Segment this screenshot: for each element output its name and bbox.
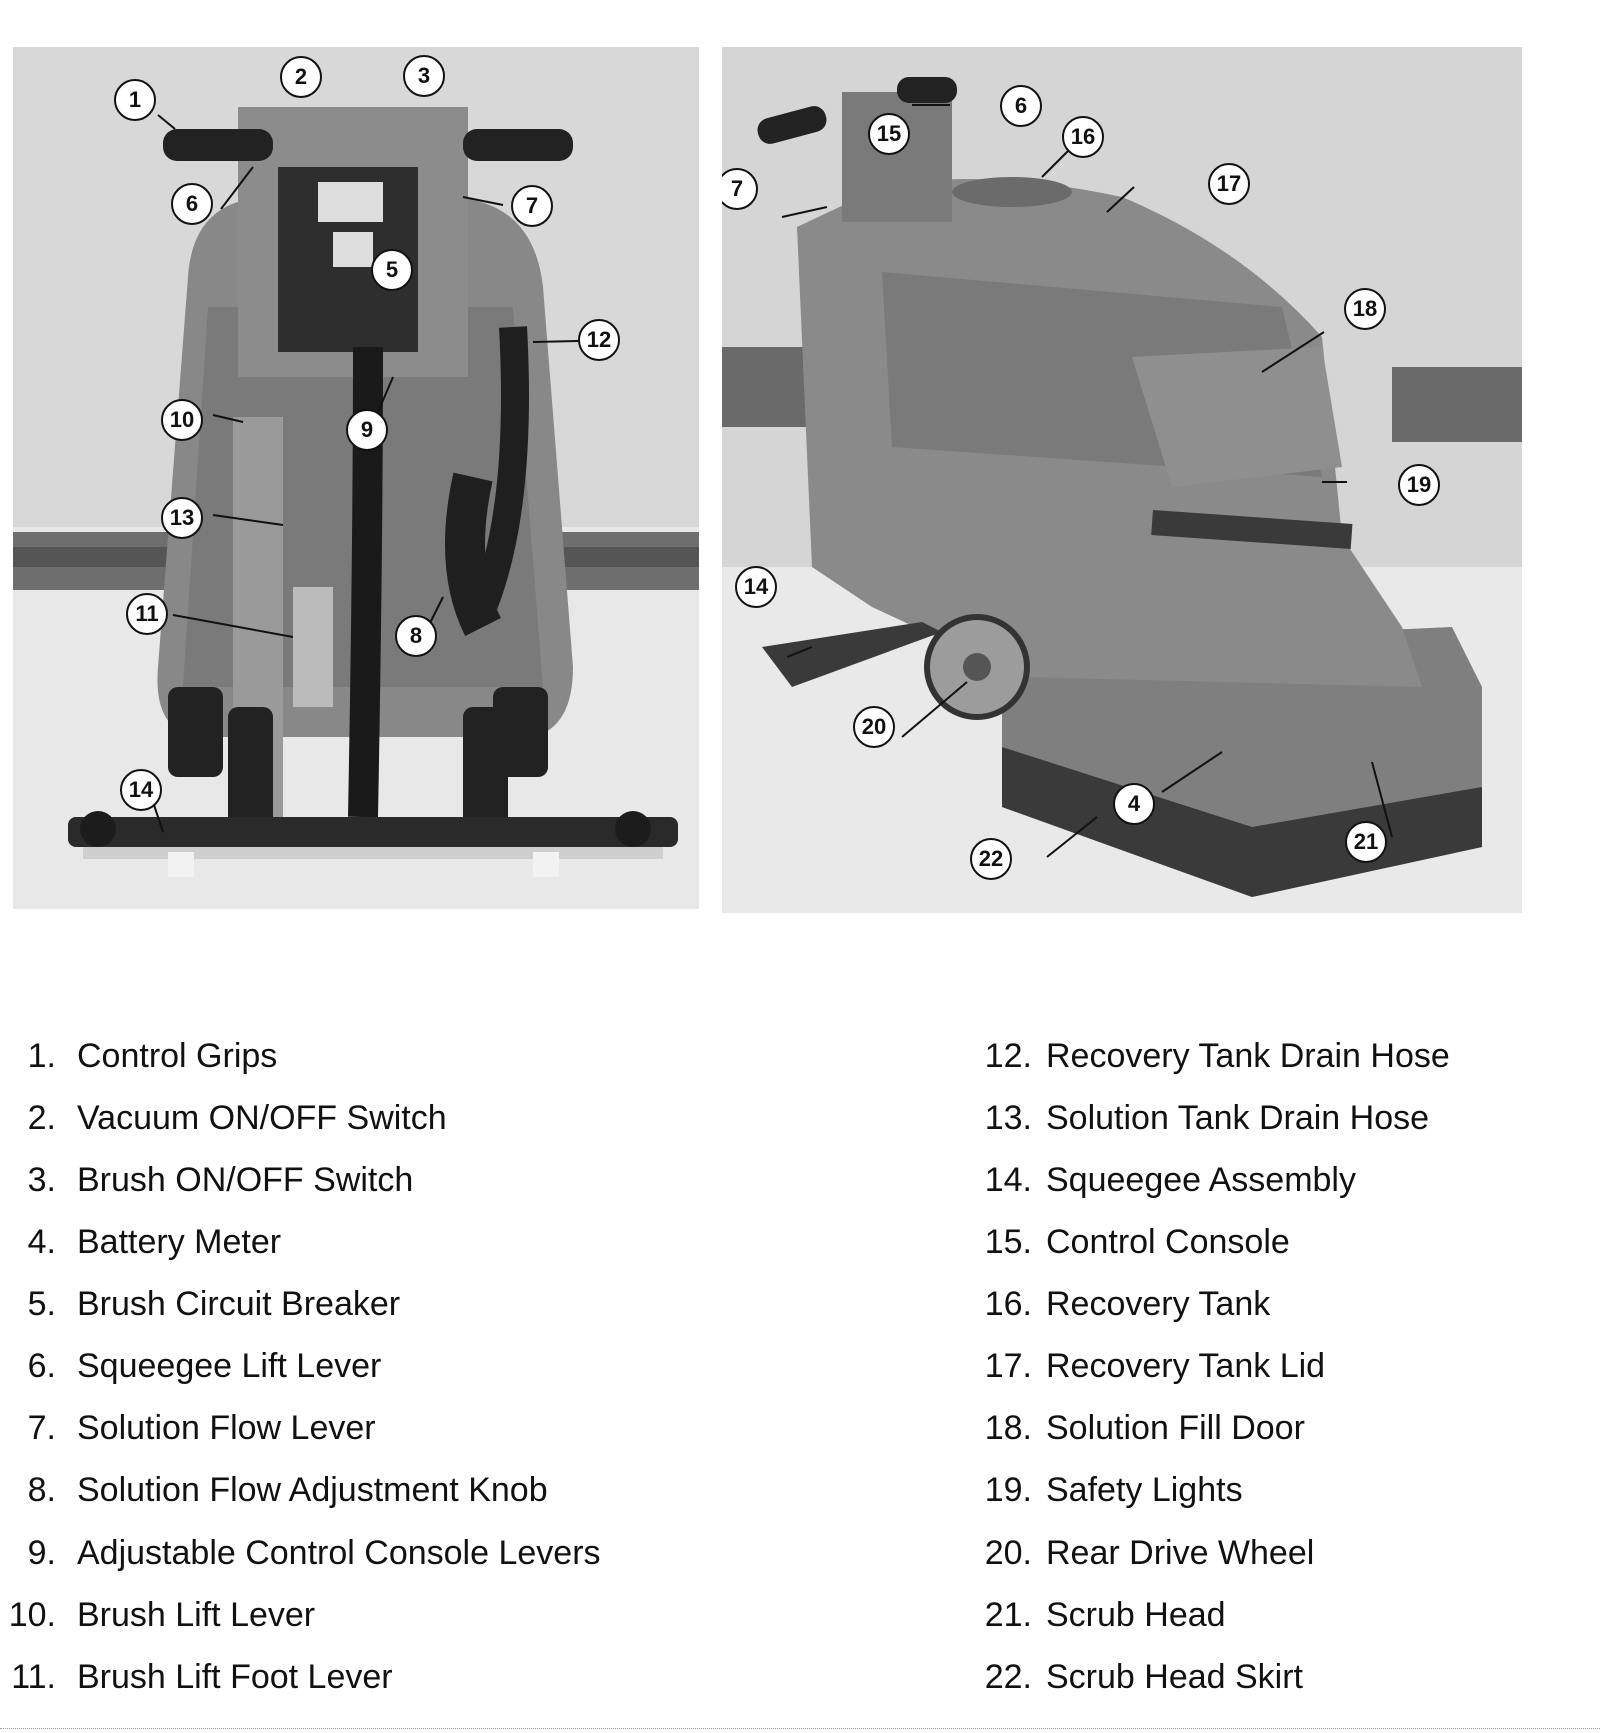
front-callout-bubble: 13 <box>161 497 203 539</box>
front-callout-bubble: 10 <box>161 399 203 441</box>
side-callout-bubble: 19 <box>1398 464 1440 506</box>
front-callout-bubble: 14 <box>120 769 162 811</box>
legend-number: 11. <box>11 1658 56 1696</box>
legend-label: Brush Circuit Breaker <box>77 1285 401 1323</box>
side-callout-bubble: 6 <box>1000 85 1042 127</box>
side-callout-bubble: 20 <box>853 706 895 748</box>
legend-number: 4. <box>27 1223 56 1261</box>
legend-label: Recovery Tank Lid <box>1046 1347 1326 1385</box>
front-view-drawing <box>13 47 699 909</box>
legend-number: 6. <box>27 1347 56 1385</box>
legend-label: Scrub Head Skirt <box>1046 1658 1303 1696</box>
legend-label: Brush ON/OFF Switch <box>77 1161 414 1199</box>
legend-number: 16. <box>984 1285 1032 1323</box>
legend-label: Scrub Head <box>1046 1596 1226 1634</box>
side-view-photo <box>722 47 1522 913</box>
legend-number: 1. <box>27 1037 56 1075</box>
side-callout-bubble: 17 <box>1208 163 1250 205</box>
legend-label: Adjustable Control Console Levers <box>77 1534 601 1572</box>
legend-number: 22. <box>984 1658 1032 1696</box>
legend-number: 10. <box>8 1596 56 1634</box>
legend-label: Rear Drive Wheel <box>1046 1534 1315 1572</box>
side-callout-bubble: 16 <box>1062 116 1104 158</box>
legend-label: Solution Flow Adjustment Knob <box>77 1471 548 1509</box>
legend-label: Squeegee Assembly <box>1046 1161 1356 1199</box>
legend-label: Brush Lift Lever <box>77 1596 316 1634</box>
front-callout-bubble: 5 <box>371 249 413 291</box>
legend-label: Recovery Tank <box>1046 1285 1271 1323</box>
legend-label: Vacuum ON/OFF Switch <box>77 1099 447 1137</box>
legend-number: 12. <box>984 1037 1032 1075</box>
legend-number: 19. <box>984 1471 1032 1509</box>
front-callout-bubble: 7 <box>511 185 553 227</box>
legend-label: Control Console <box>1046 1223 1290 1261</box>
legend-number: 9. <box>27 1534 56 1572</box>
front-callout-bubble: 1 <box>114 79 156 121</box>
side-callout-bubble: 18 <box>1344 288 1386 330</box>
side-callout-bubble: 14 <box>735 566 777 608</box>
legend-label: Control Grips <box>77 1037 278 1075</box>
front-callout-bubble: 11 <box>126 593 168 635</box>
front-callout-bubble: 12 <box>578 319 620 361</box>
bottom-divider <box>0 1728 1600 1730</box>
legend-label: Solution Tank Drain Hose <box>1046 1099 1430 1137</box>
front-callout-bubble: 2 <box>280 56 322 98</box>
legend-number: 17. <box>984 1347 1032 1385</box>
side-callout-bubble: 7 <box>722 168 758 210</box>
front-callout-bubble: 9 <box>346 409 388 451</box>
legend-label: Recovery Tank Drain Hose <box>1046 1037 1450 1075</box>
legend-number: 2. <box>27 1099 56 1137</box>
legend-number: 21. <box>984 1596 1032 1634</box>
legend-number: 14. <box>984 1161 1032 1199</box>
legend-label: Squeegee Lift Lever <box>77 1347 382 1385</box>
legend-label: Battery Meter <box>77 1223 282 1261</box>
side-callout-bubble: 4 <box>1113 783 1155 825</box>
legend-number: 7. <box>27 1409 56 1447</box>
legend-number: 13. <box>984 1099 1032 1137</box>
legend-label: Brush Lift Foot Lever <box>77 1658 393 1696</box>
side-callout-bubble: 22 <box>970 838 1012 880</box>
legend-number: 3. <box>27 1161 56 1199</box>
legend-number: 15. <box>984 1223 1032 1261</box>
side-callout-bubble: 21 <box>1345 821 1387 863</box>
legend-number: 20. <box>984 1534 1032 1572</box>
legend-label: Solution Flow Lever <box>77 1409 376 1447</box>
legend-number: 5. <box>27 1285 56 1323</box>
legend-label: Solution Fill Door <box>1046 1409 1305 1447</box>
legend-number: 18. <box>984 1409 1032 1447</box>
front-callout-bubble: 3 <box>403 55 445 97</box>
front-callout-bubble: 8 <box>395 615 437 657</box>
legend-label: Safety Lights <box>1046 1471 1243 1509</box>
legend-number: 8. <box>27 1471 56 1509</box>
front-callout-bubble: 6 <box>171 183 213 225</box>
side-callout-bubble: 15 <box>868 113 910 155</box>
front-view-photo <box>13 47 699 909</box>
